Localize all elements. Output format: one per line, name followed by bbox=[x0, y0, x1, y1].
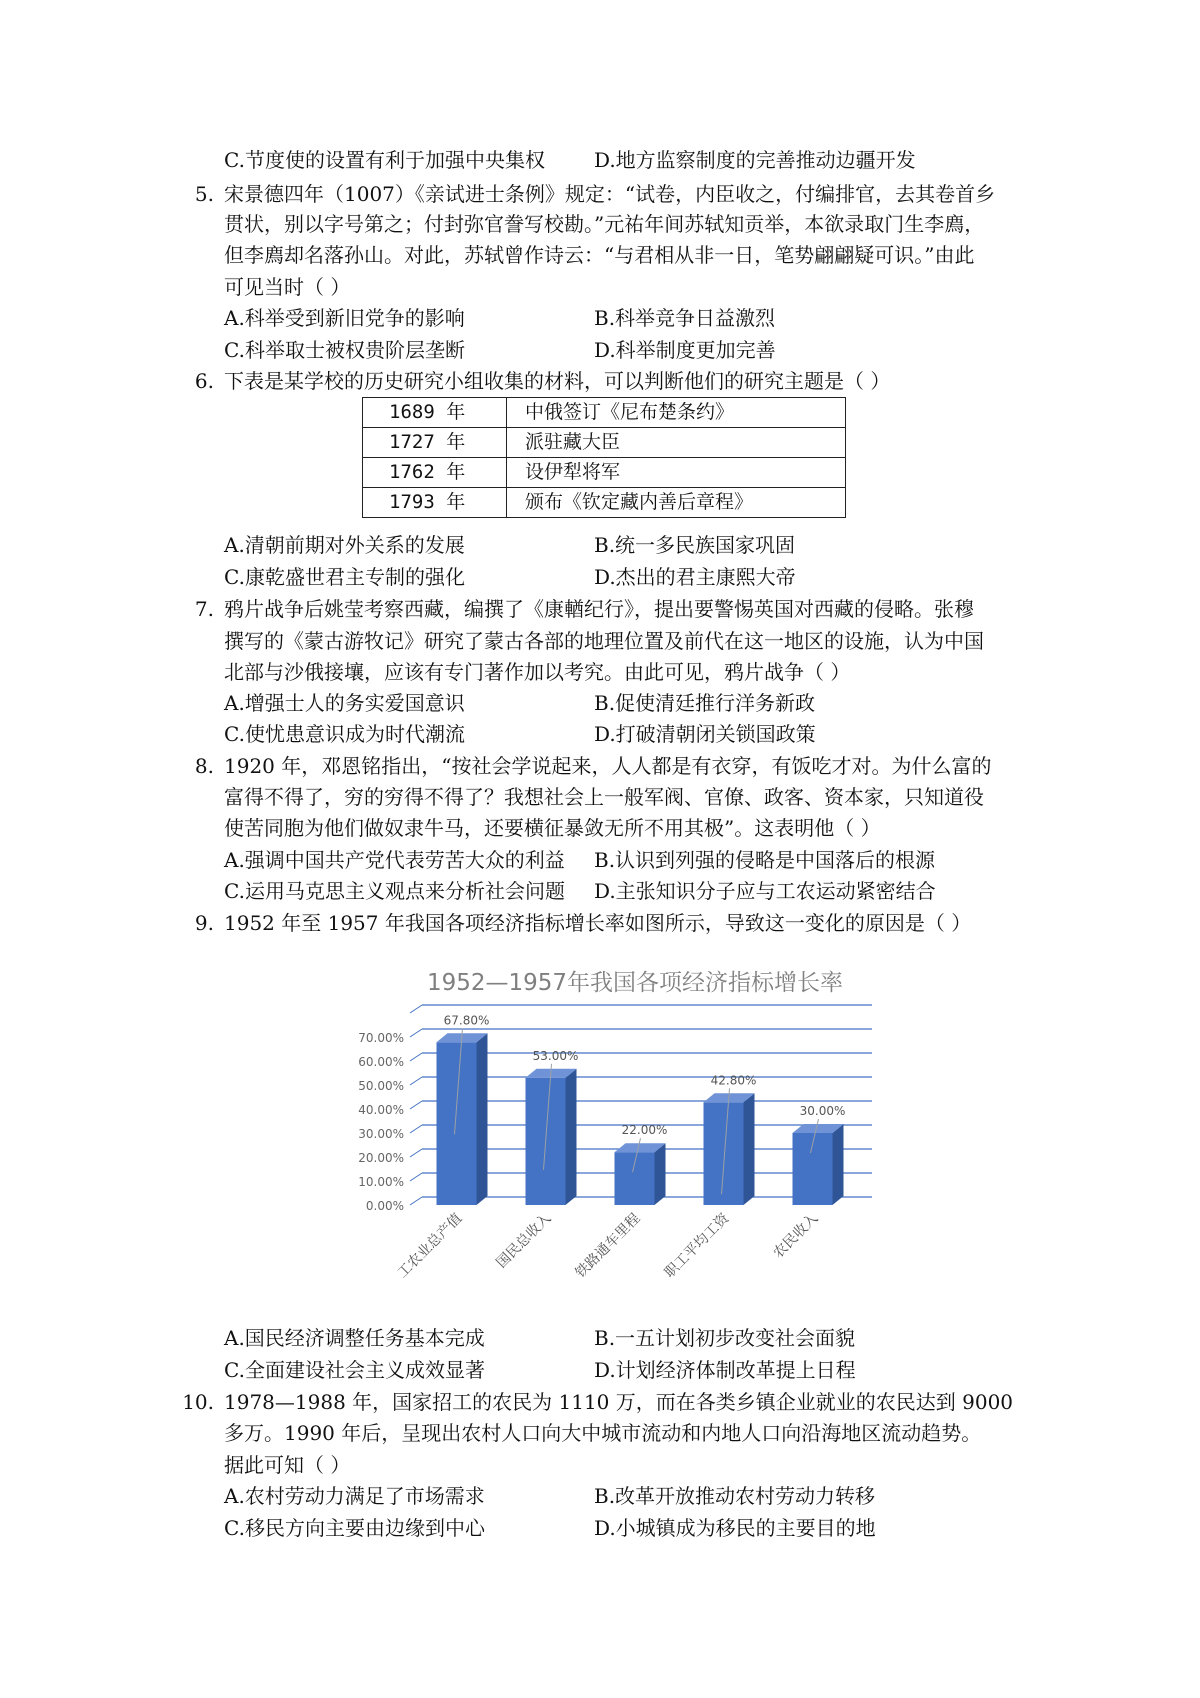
q4-option-d: D.地方监察制度的完善推动边疆开发 bbox=[594, 148, 916, 172]
gridline-slant bbox=[410, 1053, 422, 1061]
data-label: 53.00% bbox=[532, 1048, 579, 1063]
gridline-slant bbox=[410, 1173, 422, 1181]
table-cell-year: 1689 年 bbox=[363, 398, 507, 428]
q10-stem-line: 多万。1990 年后，呈现出农村人口向大中城市流动和内地人口向沿海地区流动趋势。 bbox=[224, 1421, 982, 1445]
q6-option-c: C.康乾盛世君主专制的强化 bbox=[224, 565, 465, 589]
q6-option-a: A.清朝前期对外关系的发展 bbox=[224, 533, 465, 557]
q5-option-b: B.科举竞争日益激烈 bbox=[594, 306, 776, 330]
category-label: 国民总收入 bbox=[493, 1210, 555, 1272]
q5-stem-line: 宋景德四年（1007）《亲试进士条例》规定：“试卷，内臣收之，付编排官，去其卷首乡 bbox=[224, 182, 996, 206]
q8-stem-line: 1920 年，邓恩铭指出，“按社会学说起来，人人都是有衣穿，有饭吃才对。为什么富的 bbox=[224, 754, 992, 778]
bar-side bbox=[833, 1124, 844, 1205]
q5-option-d: D.科举制度更加完善 bbox=[594, 338, 776, 362]
data-label: 67.80% bbox=[443, 1013, 490, 1028]
q5-stem-line: 可见当时（ ） bbox=[224, 275, 351, 299]
q8-number: 8. bbox=[194, 754, 214, 778]
category-label: 铁路通车里程 bbox=[572, 1210, 644, 1282]
y-tick-label: 10.00% bbox=[358, 1175, 404, 1189]
q6-option-b: B.统一多民族国家巩固 bbox=[594, 533, 796, 557]
category-label: 职工平均工资 bbox=[661, 1210, 733, 1282]
table-cell-event: 颁布《钦定藏内善后章程》 bbox=[507, 488, 846, 518]
chart-title: 1952—1957年我国各项经济指标增长率 bbox=[426, 970, 844, 996]
q9-stem: 1952 年至 1957 年我国各项经济指标增长率如图所示，导致这一变化的原因是（ ） bbox=[224, 911, 972, 935]
y-tick-label: 70.00% bbox=[358, 1031, 404, 1045]
q10-option-c: C.移民方向主要由边缘到中心 bbox=[224, 1516, 485, 1540]
q9-option-a: A.国民经济调整任务基本完成 bbox=[224, 1326, 485, 1350]
q6-number: 6. bbox=[194, 369, 214, 393]
q10-stem-line: 据此可知（ ） bbox=[224, 1453, 351, 1477]
gridline-slant bbox=[410, 1149, 422, 1157]
table-cell-event: 中俄签订《尼布楚条约》 bbox=[507, 398, 846, 428]
q7-stem-line: 鸦片战争后姚莹考察西藏，编撰了《康輶纪行》，提出要警惕英国对西藏的侵略。张穆 bbox=[224, 597, 974, 621]
q5-stem-line: 但李廌却名落孙山。对此，苏轼曾作诗云：“与君相从非一日，笔势翩翩疑可识。”由此 bbox=[224, 243, 975, 267]
q7-option-c: C.使忧患意识成为时代潮流 bbox=[224, 722, 465, 746]
q8-option-c: C.运用马克思主义观点来分析社会问题 bbox=[224, 879, 565, 903]
y-tick-label: 30.00% bbox=[358, 1127, 404, 1141]
table-cell-year: 1762 年 bbox=[363, 458, 507, 488]
q10-option-d: D.小城镇成为移民的主要目的地 bbox=[594, 1516, 876, 1540]
q5-number: 5. bbox=[194, 182, 214, 206]
data-label: 30.00% bbox=[799, 1104, 846, 1118]
y-tick-label: 60.00% bbox=[358, 1055, 404, 1069]
q7-option-b: B.促使清廷推行洋务新政 bbox=[594, 691, 816, 715]
q4-option-c: C.节度使的设置有利于加强中央集权 bbox=[224, 148, 545, 172]
bar-side bbox=[744, 1093, 755, 1205]
q6-material-table bbox=[362, 397, 846, 518]
q8-stem-line: 富得不得了，穷的穷得不得了？我想社会上一般军阀、官僚、政客、资本家，只知道役 bbox=[224, 785, 984, 809]
growth-rate-bar-chart bbox=[340, 1000, 920, 1300]
q7-option-d: D.打破清朝闭关锁国政策 bbox=[594, 722, 816, 746]
y-tick-label: 40.00% bbox=[358, 1103, 404, 1117]
bar bbox=[437, 1042, 477, 1205]
table-row bbox=[363, 488, 846, 518]
q7-stem-line: 北部与沙俄接壤，应该有专门著作加以考究。由此可见，鸦片战争（ ） bbox=[224, 660, 851, 684]
q5-option-c: C.科举取士被权贵阶层垄断 bbox=[224, 338, 465, 362]
gridline-slant bbox=[410, 1029, 422, 1037]
data-label: 22.00% bbox=[621, 1123, 668, 1138]
bar bbox=[704, 1102, 744, 1205]
q6-stem: 下表是某学校的历史研究小组收集的材料，可以判断他们的研究主题是（ ） bbox=[224, 369, 891, 393]
bar-side bbox=[655, 1143, 666, 1205]
table-cell-year: 1727 年 bbox=[363, 428, 507, 458]
q7-number: 7. bbox=[194, 597, 214, 621]
q10-option-a: A.农村劳动力满足了市场需求 bbox=[224, 1484, 485, 1508]
q7-option-a: A.增强士人的务实爱国意识 bbox=[224, 691, 465, 715]
category-label: 农民收入 bbox=[770, 1210, 822, 1262]
bar-side bbox=[566, 1069, 577, 1205]
q8-option-a: A.强调中国共产党代表劳苦大众的利益 bbox=[224, 848, 565, 872]
q10-number: 10. bbox=[182, 1390, 214, 1414]
q7-stem-line: 撰写的《蒙古游牧记》研究了蒙古各部的地理位置及前代在这一地区的设施，认为中国 bbox=[224, 629, 984, 653]
table-cell-year: 1793 年 bbox=[363, 488, 507, 518]
table-row bbox=[363, 398, 846, 428]
q9-option-b: B.一五计划初步改变社会面貌 bbox=[594, 1326, 856, 1350]
q8-stem-line: 使苦同胞为他们做奴隶牛马，还要横征暴敛无所不用其极”。这表明他（ ） bbox=[224, 816, 881, 840]
table-row bbox=[363, 428, 846, 458]
bar-side bbox=[477, 1033, 488, 1205]
table-row bbox=[363, 458, 846, 488]
table-cell-event: 设伊犁将军 bbox=[507, 458, 846, 488]
table-cell-event: 派驻藏大臣 bbox=[507, 428, 846, 458]
q5-stem-line: 贯状，别以字号第之；付封弥官誊写校勘。”元祐年间苏轼知贡举，本欲录取门生李廌， bbox=[224, 212, 985, 236]
bar bbox=[615, 1152, 655, 1205]
q8-option-d: D.主张知识分子应与工农运动紧密结合 bbox=[594, 879, 936, 903]
data-label: 42.80% bbox=[710, 1073, 757, 1088]
gridline-slant bbox=[410, 1101, 422, 1109]
y-tick-label: 0.00% bbox=[365, 1199, 404, 1213]
y-tick-label: 20.00% bbox=[358, 1151, 404, 1165]
gridline-slant bbox=[410, 1077, 422, 1085]
q9-number: 9. bbox=[194, 911, 214, 935]
q6-option-d: D.杰出的君主康熙大帝 bbox=[594, 565, 796, 589]
category-label: 工农业总产值 bbox=[394, 1210, 466, 1282]
q8-option-b: B.认识到列强的侵略是中国落后的根源 bbox=[594, 848, 936, 872]
q10-stem-line: 1978—1988 年，国家招工的农民为 1110 万，而在各类乡镇企业就业的农民达到 9000 bbox=[224, 1390, 1014, 1414]
gridline-slant bbox=[410, 1125, 422, 1133]
q9-option-c: C.全面建设社会主义成效显著 bbox=[224, 1358, 485, 1382]
gridline-slant bbox=[410, 1005, 422, 1013]
q9-option-d: D.计划经济体制改革提上日程 bbox=[594, 1358, 856, 1382]
gridline-slant bbox=[410, 1197, 422, 1205]
q10-option-b: B.改革开放推动农村劳动力转移 bbox=[594, 1484, 876, 1508]
y-tick-label: 50.00% bbox=[358, 1079, 404, 1093]
q5-option-a: A.科举受到新旧党争的影响 bbox=[224, 306, 465, 330]
